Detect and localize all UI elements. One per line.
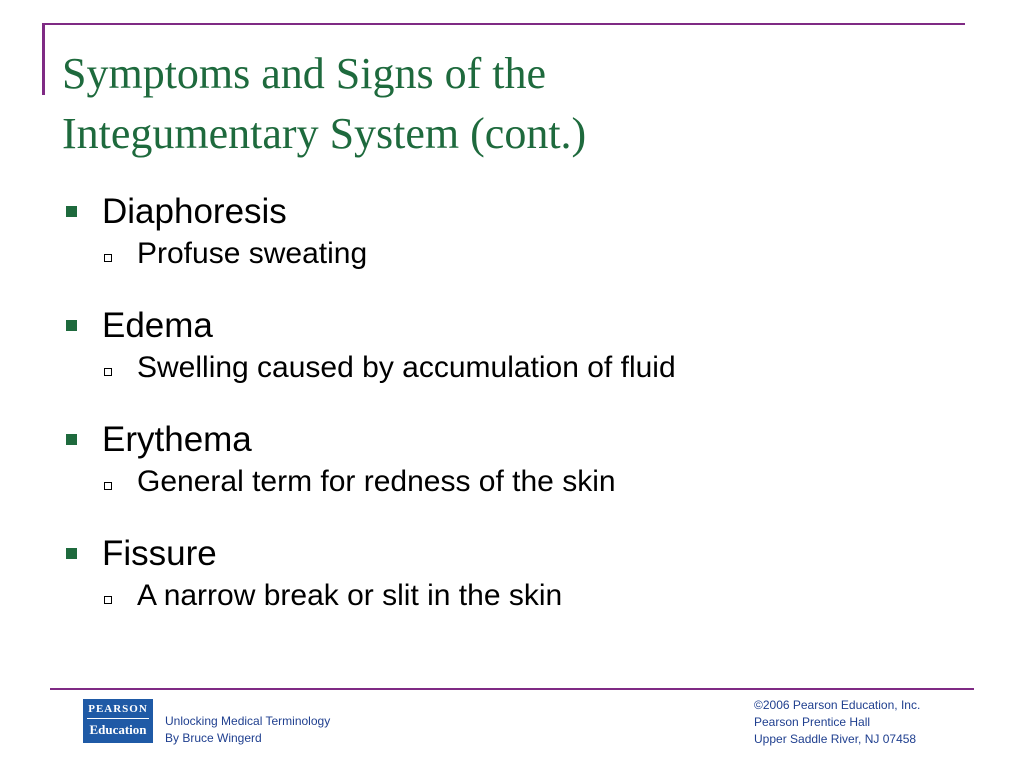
square-bullet-icon [66,206,77,217]
sub-bullet-item [62,465,962,528]
hollow-square-bullet-icon [104,368,112,376]
square-bullet-icon [66,434,77,445]
bullet-item-erythema [62,414,962,470]
bullet-definition: General term for redness of the skin [137,465,616,498]
logo-line-1: PEARSON [88,703,148,715]
square-bullet-icon [66,548,77,559]
slide-title-line-1: Symptoms and Signs of the [62,49,547,98]
square-bullet-icon [66,320,77,331]
bullet-item-diaphoresis [62,186,962,242]
sub-bullet-item [62,237,962,300]
footer-copyright-line-1: ©2006 Pearson Education, Inc. [754,698,921,712]
logo-divider [87,718,149,719]
title-frame-left-line [42,23,45,95]
footer-divider [50,688,974,690]
bullet-definition: Swelling caused by accumulation of fluid [137,351,676,384]
pearson-education-logo [83,699,153,743]
hollow-square-bullet-icon [104,254,112,262]
sub-bullet-item [62,579,962,642]
bullet-term: Fissure [102,534,217,573]
logo-line-2: Education [89,722,147,737]
footer-book-title: Unlocking Medical Terminology [165,714,331,728]
footer-copyright-line-2: Pearson Prentice Hall [754,715,871,729]
bullet-definition: Profuse sweating [137,237,368,270]
bullet-term: Diaphoresis [102,192,287,231]
hollow-square-bullet-icon [104,596,112,604]
bullet-item-edema [62,300,962,356]
hollow-square-bullet-icon [104,482,112,490]
bullet-term: Erythema [102,420,252,459]
title-frame-top-line [42,23,965,25]
footer-copyright-line-3: Upper Saddle River, NJ 07458 [754,732,917,746]
footer-book-info [165,713,330,747]
footer-copyright [754,697,920,748]
sub-bullet-item [62,351,962,414]
slide-title [62,44,962,164]
slide-title-line-2: Integumentary System (cont.) [62,109,587,158]
bullet-definition: A narrow break or slit in the skin [137,579,563,612]
bullet-item-fissure [62,528,962,584]
slide-content [62,186,962,642]
footer-author: By Bruce Wingerd [165,731,262,745]
bullet-term: Edema [102,306,213,345]
